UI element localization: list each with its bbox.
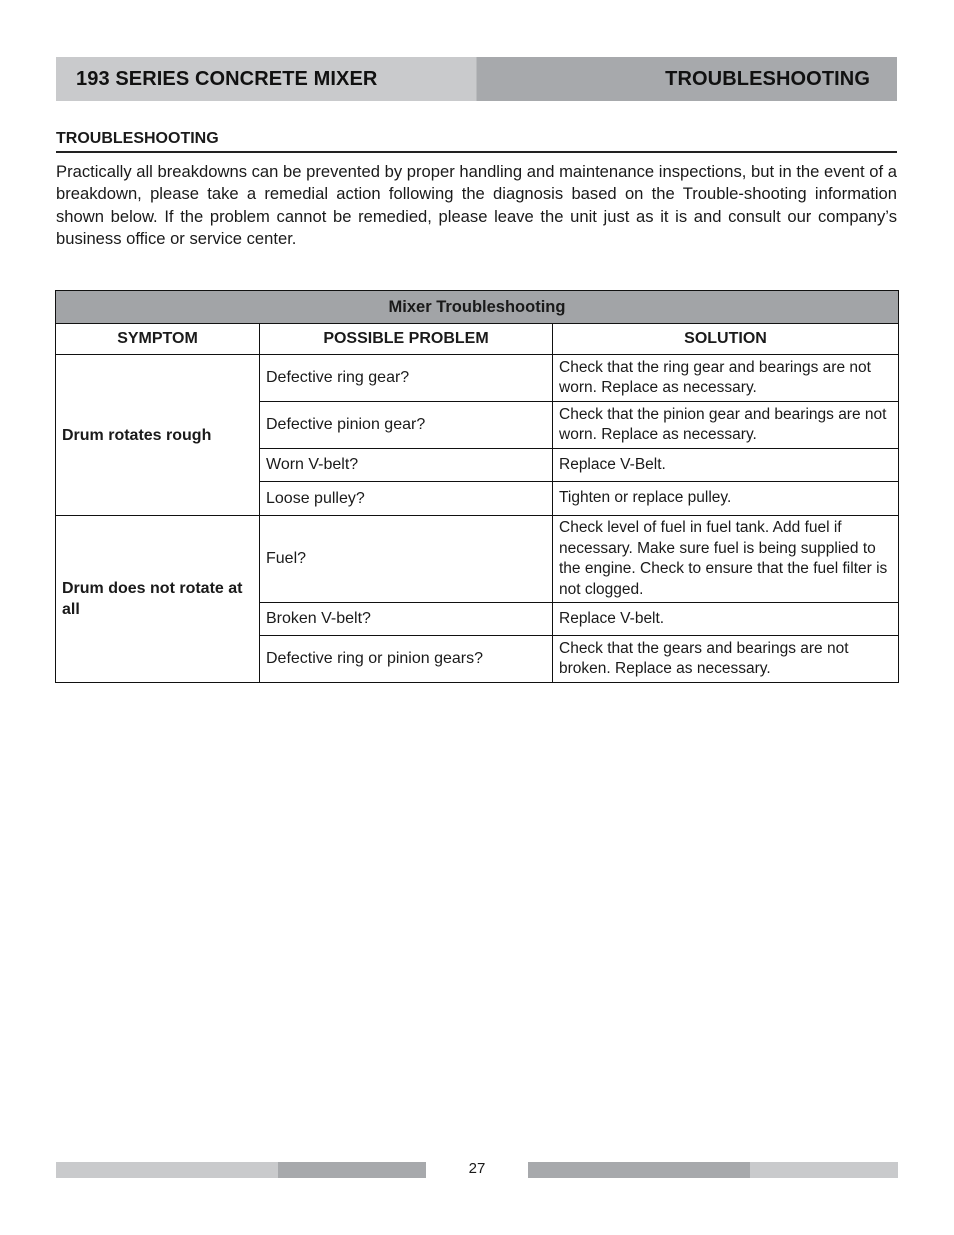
problem-cell: Defective pinion gear? <box>260 402 553 449</box>
problem-cell: Worn V-belt? <box>260 449 553 482</box>
troubleshooting-table <box>55 290 899 683</box>
intro-paragraph: Practically all breakdowns can be prevented by proper handling and maintenance inspections, but in the event of a breakdown, please take a remedial action following the diagnosis based on the Trouble-shooting information shown below. If the problem cannot be remedied, please leave the unit just as it is and consult our company’s business office or service center. <box>56 162 897 249</box>
footer-bar-left <box>56 1162 426 1178</box>
problem-cell: Defective ring gear? <box>260 355 553 402</box>
column-header-problem: POSSIBLE PROBLEM <box>260 324 553 355</box>
problem-cell: Fuel? <box>260 516 553 603</box>
solution-cell: Check level of fuel in fuel tank. Add fuel if necessary. Make sure fuel is being supplied to the engine. Check to ensure that the fuel filter is not clogged. <box>553 516 899 603</box>
header-product-title: 193 SERIES CONCRETE MIXER <box>76 67 378 90</box>
page-number: 27 <box>468 1160 486 1177</box>
solution-cell: Replace V-Belt. <box>553 449 899 482</box>
section-heading: TROUBLESHOOTING <box>56 129 897 153</box>
footer-bar-right <box>528 1162 898 1178</box>
problem-cell: Loose pulley? <box>260 482 553 516</box>
page-header <box>56 57 897 101</box>
solution-cell: Tighten or replace pulley. <box>553 482 899 516</box>
problem-cell: Defective ring or pinion gears? <box>260 636 553 683</box>
table-title: Mixer Troubleshooting <box>56 291 899 324</box>
table-row <box>56 355 899 402</box>
header-section-title: TROUBLESHOOTING <box>665 67 870 90</box>
table-row <box>56 516 899 603</box>
solution-cell: Replace V-belt. <box>553 603 899 636</box>
column-header-symptom: SYMPTOM <box>56 324 260 355</box>
symptom-cell: Drum rotates rough <box>56 355 260 516</box>
symptom-cell: Drum does not rotate at all <box>56 516 260 683</box>
solution-cell: Check that the pinion gear and bearings are not worn. Replace as necessary. <box>553 402 899 449</box>
solution-cell: Check that the ring gear and bearings are not worn. Replace as necessary. <box>553 355 899 402</box>
problem-cell: Broken V-belt? <box>260 603 553 636</box>
column-header-solution: SOLUTION <box>553 324 899 355</box>
solution-cell: Check that the gears and bearings are not broken. Replace as necessary. <box>553 636 899 683</box>
